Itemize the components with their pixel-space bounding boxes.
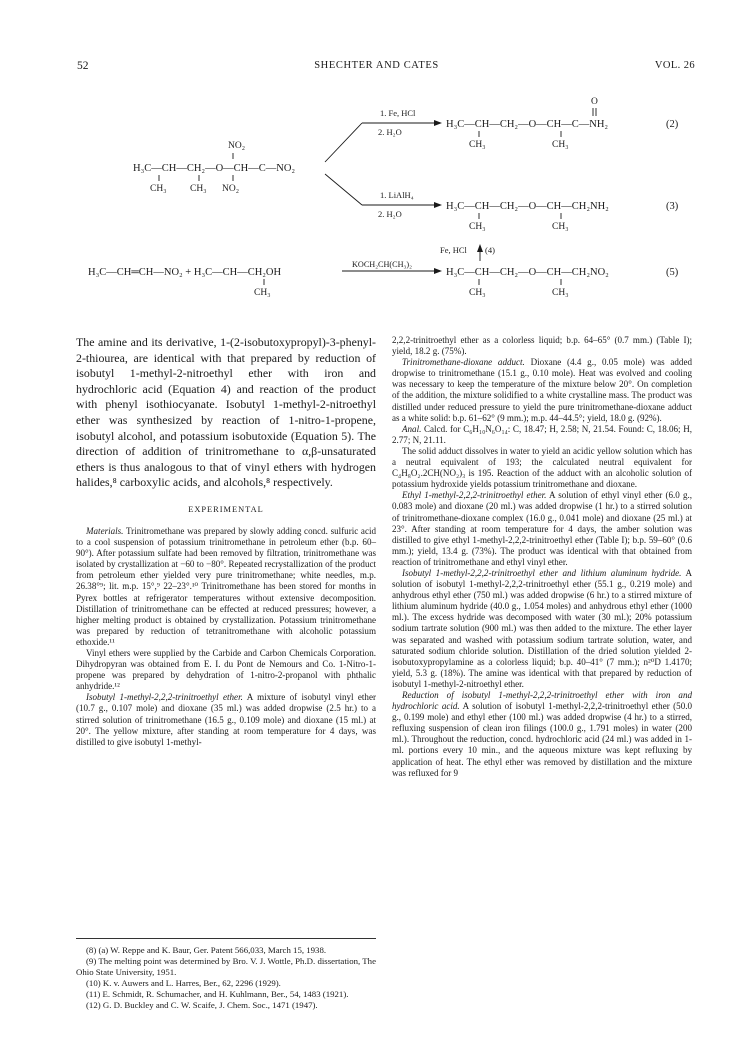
- footnote: (9) The melting point was determined by Bro. V. J. Wottle, Ph.D. dissertation, The Ohio State University, 1951.: [76, 955, 376, 977]
- experimental-heading: EXPERIMENTAL: [188, 504, 264, 514]
- product3-ch3-b: CH₃: [552, 222, 569, 232]
- reduction-title: Reduction of isobutyl 1-methyl-2,2,2-trinitroethyl ether with iron and hydrochloric acid.: [392, 690, 692, 712]
- product3-ch3-a: CH₃: [469, 222, 486, 232]
- dioxane-text: Dioxane (4.4 g., 0.05 mole) was added dropwise to trinitromethane (15.1 g., 0.10 mole). Heat was evolved and cooling was necessary to keep the temperature of the mixture below 20°. On completion of the addition, the mixture solidified to a white crystalline mass. The product was distilled under reduced pressure to yield the pure trinitromethane-dioxane adduct as a white solid: b.p. 61–62° (9 mm.); m.p. 44–44.5°; yield, 18.0 g. (92%).: [392, 357, 692, 423]
- page-number: 52: [77, 60, 89, 72]
- fe-hcl-label: Fe, HCl: [440, 245, 467, 255]
- materials-text: Trinitromethane was prepared by slowly adding concd. sulfuric acid to a cool suspension of potassium trinitromethane in petroleum ether (b.p. 60–90°). After potassium sulfate had been removed by filtration, trinitromethane was isolated by crystallization at −60 to −80°. Repeated recrystallization of the product from petroleum ether yielded very pure trinitromethane; white needles, m.p. 26.38°⁹; lit. m.p. 15°,⁹ 22–23°.¹⁰ Trinitromethane has been stored for months in Pyrex bottles at refrigerator temperatures without extensive decomposition. Distillation of trinitromethane can be effected at reduced pressures; however, a higher melting product is obtained by crystallization. Potassium trinitromethane was prepared by reduction of tetranitromethane with alcoholic potassium ethoxide.¹¹: [76, 525, 376, 647]
- lialh4-text: A solution of isobutyl 1-methyl-2,2,2-trinitroethyl ether (55.1 g., 0.219 mole) and anhydrous ethyl ether (750 ml.) was added dropwise (6 hr.) to a stirred mixture of lithium aluminum hydride (40.0 g., 1.054 moles) and anhydrous ethyl ether (1000 ml.). The excess hydride was decomposed with water (30 ml.); 20% potassium sodium tartrate solution (900 ml.) was then added to the mixture. The ether layer was separated and washed with potassium sodium tartrate solution, water, and saturated sodium chloride solution. Distillation of the dried solution yielded 2-isobutoxypropylamine as a colorless liquid; b.p. 40–41° (7 mm.); n²⁰D 1.4170; yield, 5.3 g. (18%). The amine was identical with that prepared by reduction of isobutyl 1-methyl-2-nitroethyl ether.: [392, 567, 692, 689]
- materials-title: Materials.: [86, 525, 124, 536]
- upper-step2-label: 2. H₂O: [378, 127, 402, 137]
- reactant-formula: H₃C—CH—CH₂—O—CH—C—NO₂: [133, 163, 296, 174]
- lialh4-paragraph: [392, 568, 692, 690]
- lower-step1-label: 1. LiAlH₄: [380, 190, 414, 200]
- volume-label: VOL. 26: [654, 60, 695, 71]
- intro-paragraph: The amine and its derivative, 1-(2-isobutoxypropyl)-3-phenyl-2-thiourea, are identical with that prepared by reduction of isobutyl 1-methyl-2-nitroethyl ether with iron and hydrochloric acid (Equation 4) and reaction of the product with phenyl isothiocyanate. Isobutyl 1-methyl-2-nitroethyl ether was synthesized by reaction of 1-nitro-1-propene, isobutyl alcohol, and potassium isobutoxide (Equation 5). The direction of addition of trinitromethane to α,β-unsaturated ethers is thus analogous to that of vinyl ethers with hydrogen halides,⁸ carboxylic acids, and alcohols,⁸ respectively.: [76, 335, 376, 490]
- eq5-reagents: H₃C—CH═CH—NO₂ + H₃C—CH—CH₂OH: [88, 267, 282, 278]
- ethyl-text: A solution of ethyl vinyl ether (6.0 g., 0.083 mole) and dioxane (20 ml.) was added dropwise (1 hr.) to a stirred solution of trinitromethane-dioxane complex (16.0 g., 0.041 mole) and dioxane (25 ml.) at 23°. After standing at room temperature for 4 days, the amber solution was distilled to give ethyl 1-methyl-2,2,2-trinitroethyl ether (Table I); b.p. 59–60° (0.6 mm.); yield, 13.4 g. (73%). The product was identical with that obtained from reaction of trinitromethane and ethyl vinyl ether.: [392, 490, 692, 567]
- dioxane-paragraph: [392, 357, 692, 424]
- eq5-product-ch3-a: CH₃: [469, 288, 486, 298]
- reactant-no2-below: NO₂: [222, 184, 240, 194]
- solid-adduct-paragraph: The solid adduct dissolves in water to yield an acidic yellow solution which has a neutral equivalent of 193; the calculated neutral equivalent for C₄H₈O₂.2CH(NO₂)₃ is 195. Reaction of the adduct with an alcoholic solution of potassium hydroxide yields potassium trinitromethane and dioxane.: [392, 445, 692, 490]
- continued-paragraph: 2,2,2-trinitroethyl ether as a colorless liquid; b.p. 64–65° (0.7 mm.) (Table I); yield, 18.2 g. (75%).: [392, 335, 692, 357]
- equation-label-2: (2): [666, 119, 679, 130]
- footnote: (12) G. D. Buckley and C. W. Scaife, J. Chem. Soc., 1471 (1947).: [86, 999, 318, 1010]
- isobutyl-text: A mixture of isobutyl vinyl ether (10.7 g., 0.107 mole) and dioxane (35 ml.) was added dropwise (2.5 hr.) to a stirred solution of trinitromethane (16.5 g., 0.109 mole) and dioxane (15 ml.) at 20°. The yellow mixture, after standing at room temperature for 4 days, was distilled to give isobutyl 1-methyl-: [76, 692, 376, 747]
- vinyl-paragraph: Vinyl ethers were supplied by the Carbide and Carbon Chemicals Corporation. Dihydropyran was obtained from E. I. du Pont de Nemours and Co. 1-Nitro-1-propene was prepared by dehydration of 1-nitro-2-propanol with phthalic anhydride.¹²: [76, 647, 376, 692]
- analysis-paragraph: [392, 424, 692, 446]
- isobutyl-paragraph: [76, 692, 376, 747]
- equation-label-3: (3): [666, 201, 679, 212]
- upper-step1-label: 1. Fe, HCl: [380, 108, 416, 118]
- eq5-product: H₃C—CH—CH₂—O—CH—CH₂NO₂: [446, 267, 609, 278]
- footnotes: [76, 938, 376, 1010]
- left-column: [76, 335, 376, 748]
- reactant-ch3-left: CH₃: [150, 184, 167, 194]
- footnote: (11) E. Schmidt, R. Schumacher, and H. Kuhlmann, Ber., 54, 1483 (1921).: [86, 988, 349, 999]
- product3-formula: H₃C—CH—CH₂—O—CH—CH₂NH₂: [446, 201, 609, 212]
- reaction-scheme: [0, 85, 753, 310]
- eq5-reagent-ch3: CH₃: [254, 288, 271, 298]
- step4-label: (4): [485, 245, 495, 255]
- isobutyl-title: Isobutyl 1-methyl-2,2,2-trinitroethyl ether.: [86, 692, 243, 703]
- right-column: [392, 335, 692, 779]
- ethyl-paragraph: [392, 490, 692, 568]
- product2-formula: H₃C—CH—CH₂—O—CH—C—NH₂: [446, 119, 609, 130]
- eq5-catalyst: KOCH₂CH(CH₃)₂: [352, 260, 412, 269]
- lower-step2-label: 2. H₂O: [378, 209, 402, 219]
- product2-oxygen: O: [591, 97, 598, 107]
- ethyl-title: Ethyl 1-methyl-2,2,2-trinitroethyl ether.: [402, 490, 547, 501]
- reduction-paragraph: [392, 690, 692, 779]
- equation-label-5: (5): [666, 267, 679, 278]
- running-title: SHECHTER AND CATES: [314, 60, 439, 71]
- reactant-ch3-mid: CH₃: [190, 184, 207, 194]
- analysis-text: Calcd. for C₆H₁₀N₆O₁₄: C, 18.47; H, 2.58; N, 21.54. Found: C, 18.06; H, 2.77; N, 21.11.: [392, 423, 692, 445]
- product2-ch3-a: CH₃: [469, 140, 486, 150]
- footnote: (8) (a) W. Reppe and K. Baur, Ger. Patent 566,033, March 15, 1938.: [86, 945, 327, 955]
- reactant-no2-above: NO₂: [228, 141, 246, 151]
- lialh4-title: Isobutyl 1-methyl-2,2,2-trinitroethyl ether and lithium aluminum hydride.: [402, 567, 682, 578]
- analysis-title: Anal.: [402, 423, 422, 434]
- product2-ch3-b: CH₃: [552, 140, 569, 150]
- reduction-text: A solution of isobutyl 1-methyl-2,2,2-trinitroethyl ether (50.0 g., 0.199 mole) and ethyl ether (100 ml.) was added dropwise (4 hr.) to a stirred, refluxing suspension of clean iron filings (100.0 g., 1.791 moles) in water (200 ml.). Throughout the reduction, concd. hydrochloric acid (24 ml.) was added in 1-ml. portions every 10 min., and the aqueous mixture was kept refluxing by application of heat. The ethyl ether was removed by distillation and the mixture was refluxed for 9: [392, 701, 692, 778]
- dioxane-title: Trinitromethane-dioxane adduct.: [402, 357, 525, 368]
- footnote: (10) K. v. Auwers and L. Harres, Ber., 62, 2296 (1929).: [86, 977, 281, 988]
- eq5-product-ch3-b: CH₃: [552, 288, 569, 298]
- materials-paragraph: [76, 526, 376, 648]
